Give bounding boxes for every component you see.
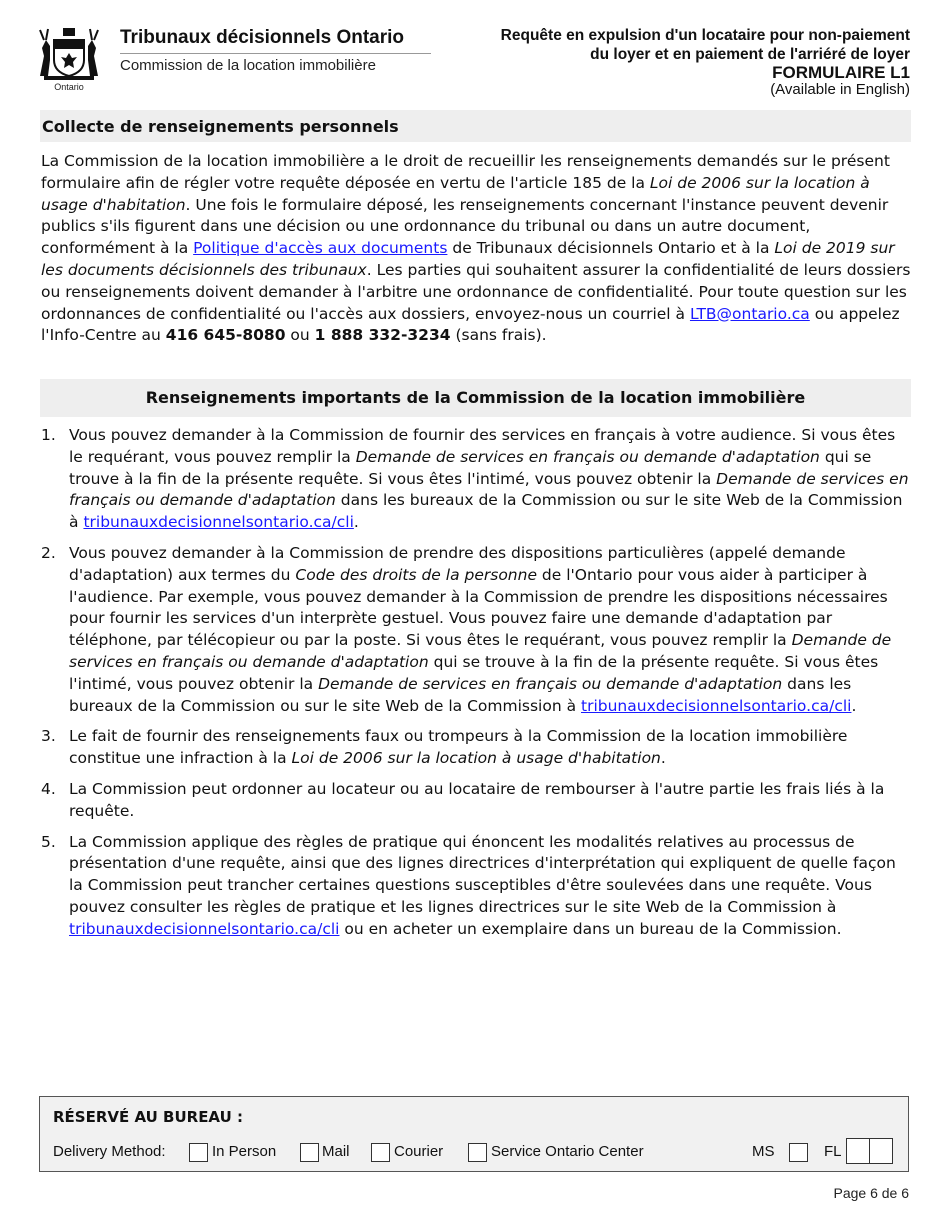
list-item — [41, 726, 913, 770]
ms-checkbox[interactable] — [789, 1143, 808, 1162]
privacy-text: ou — [285, 326, 315, 345]
page-header — [0, 0, 950, 100]
privacy-text: . Les parties qui souhaitent assurer la confidentialité de leurs dossiers ou renseignements doivent demander à l'arbitre une ordonnance de confidentialité. Pour toute question sur les ordonnances de confidentialité ou l'accès aux dossiers, envoyez-nous un courriel à — [41, 260, 911, 323]
important-info-heading: Renseignements importants de la Commission de la location immobilière — [145, 388, 806, 407]
list-item-form-title: Demande de services en français ou demande d'adaptation — [69, 631, 892, 671]
list-item-text: qui se trouve à la fin de la présente requête. Si vous êtes l'intimé, vous pouvez obtenir la — [69, 447, 872, 488]
list-item — [41, 832, 913, 941]
access-policy-link[interactable]: Politique d'accès aux documents — [193, 239, 448, 258]
phone-number-tollfree: 1 888 332-3234 — [314, 326, 451, 345]
list-item-number: 2. — [41, 543, 56, 562]
ltb-website-link[interactable]: tribunauxdecisionnelsontario.ca/cli — [83, 513, 354, 532]
phone-number-local: 416 645-8080 — [165, 326, 286, 345]
privacy-text: . Une fois le formulaire déposé, les renseignements concernant l'instance peuvent devenir publics s'ils figurent dans une décision ou une ordonnance du tribunal ou dans un autre document, conformément à la — [41, 195, 889, 258]
list-item-text: . — [660, 749, 666, 768]
list-item-text: dans les bureaux de la Commission ou sur le site Web de la Commission à — [69, 491, 903, 532]
important-info-list — [41, 425, 913, 950]
list-item-text: Vous pouvez demander à la Commission de fournir des services en français à votre audience. Si vous êtes le requérant, vous pouvez remplir la — [69, 426, 896, 466]
list-item-number: 5. — [41, 832, 56, 851]
privacy-paragraph — [41, 151, 913, 347]
list-item-number: 3. — [41, 727, 56, 746]
list-item-text: de l'Ontario pour vous aider à participer à l'audience. Par exemple, vous pouvez demander à la Commission de prendre les dispositions nécessaires pour fournir les services d'un interprète gestuel. Vous pouvez faire une demande d'adaptation par téléphone, par télécopieur ou par la poste. Si vous êtes le requérant, vous pouvez remplir la — [69, 565, 888, 650]
organization-name: Tribunaux décisionnels Ontario — [120, 27, 404, 48]
list-item-code-title: Code des droits de la personne — [295, 565, 537, 584]
organization-block — [110, 22, 430, 100]
service-ontario-label: Service Ontario Center — [491, 1143, 644, 1160]
list-item-text: . — [353, 513, 359, 532]
list-item-text: qui se trouve à la fin de la présente requête. Si vous êtes l'intimé, vous pouvez obtenir la — [69, 652, 879, 693]
office-use-box — [39, 1096, 909, 1172]
form-number: FORMULAIRE L1 — [772, 63, 910, 82]
list-item-law-title: Loi de 2006 sur la location à usage d'habitation — [291, 749, 661, 768]
logo-caption: Ontario — [54, 82, 84, 92]
ltb-website-link[interactable]: tribunauxdecisionnelsontario.ca/cli — [69, 919, 340, 938]
page-number: Page 6 de 6 — [833, 1185, 909, 1201]
list-item-form-title: Demande de services en français ou demande d'adaptation — [318, 674, 783, 693]
privacy-text: de Tribunaux décisionnels Ontario et à la — [447, 239, 775, 258]
list-item — [41, 425, 913, 534]
list-item-form-title: Demande de services en français ou demande d'adaptation — [355, 447, 820, 466]
office-use-title: RÉSERVÉ AU BUREAU : — [53, 1108, 243, 1126]
list-item-text: dans les bureaux de la Commission ou sur le site Web de la Commission à — [69, 674, 852, 715]
organization-subtitle: Commission de la location immobilière — [120, 57, 376, 74]
form-title-block — [501, 26, 910, 98]
privacy-text: (sans frais). — [450, 326, 547, 345]
privacy-text: ou appelez l'Info-Centre au — [41, 304, 900, 345]
in-person-label: In Person — [212, 1143, 277, 1160]
list-item-number: 4. — [41, 779, 56, 798]
fl-input-cell[interactable] — [869, 1138, 893, 1164]
list-item-text: Vous pouvez demander à la Commission de prendre des dispositions particulières (appelé demande d'adaptation) aux termes du — [69, 543, 846, 584]
courier-checkbox[interactable] — [371, 1143, 390, 1162]
available-in-english: (Available in English) — [770, 81, 910, 98]
list-item-text: La Commission applique des règles de pratique qui énoncent les modalités relatives au processus de présentation d'une requête, ainsi que des lignes directrices d'interprétation qui expliquent de quelle façon la Commission peut trancher certaines questions susceptibles d'être soulevées dans une requête. Vous pouvez consulter les règles de pratique et les lignes directrices sur le site Web de la Commission à — [69, 832, 896, 916]
mail-label: Mail — [322, 1143, 350, 1160]
list-item — [41, 779, 913, 823]
list-item-text: La Commission peut ordonner au locateur ou au locataire de rembourser à l'autre partie les frais liés à la requête. — [69, 779, 885, 820]
list-item-text: Le fait de fournir des renseignements faux ou trompeurs à la Commission de la location immobilière constitue une infraction à la — [69, 727, 848, 768]
list-item-text: ou en acheter un exemplaire dans un bureau de la Commission. — [339, 919, 842, 938]
privacy-law-title: Loi de 2006 sur la location à usage d'habitation — [41, 173, 870, 214]
privacy-section-heading: Collecte de renseignements personnels — [42, 117, 399, 136]
list-item-form-title: Demande de services en français ou demande d'adaptation — [69, 469, 909, 510]
important-info-heading-bar — [40, 379, 911, 417]
form-title-line1: Requête en expulsion d'un locataire pour non-paiement — [500, 27, 910, 44]
form-title-line2: du loyer et en paiement de l'arriéré de loyer — [590, 46, 910, 63]
fl-label: FL — [824, 1143, 842, 1160]
privacy-section-heading-bar — [40, 110, 911, 142]
privacy-law-title: Loi de 2019 sur les documents décisionnels des tribunaux — [41, 239, 895, 279]
list-item-number: 1. — [41, 426, 56, 444]
privacy-text: La Commission de la location immobilière a le droit de recueillir les renseignements demandés sur le présent formulaire afin de régler votre requête déposée en vertu de l'article 185 de la — [41, 152, 890, 192]
service-ontario-checkbox[interactable] — [468, 1143, 487, 1162]
organization-divider — [120, 53, 431, 54]
delivery-method-label: Delivery Method: — [53, 1143, 166, 1160]
email-link[interactable]: LTB@ontario.ca — [689, 304, 810, 323]
list-item-text: . — [851, 696, 857, 715]
ms-label: MS — [752, 1143, 775, 1160]
list-item — [41, 543, 913, 717]
courier-label: Courier — [394, 1143, 444, 1160]
in-person-checkbox[interactable] — [189, 1143, 208, 1162]
fl-input-cell[interactable] — [846, 1138, 870, 1164]
ltb-website-link[interactable]: tribunauxdecisionnelsontario.ca/cli — [581, 696, 852, 715]
mail-checkbox[interactable] — [300, 1143, 319, 1162]
